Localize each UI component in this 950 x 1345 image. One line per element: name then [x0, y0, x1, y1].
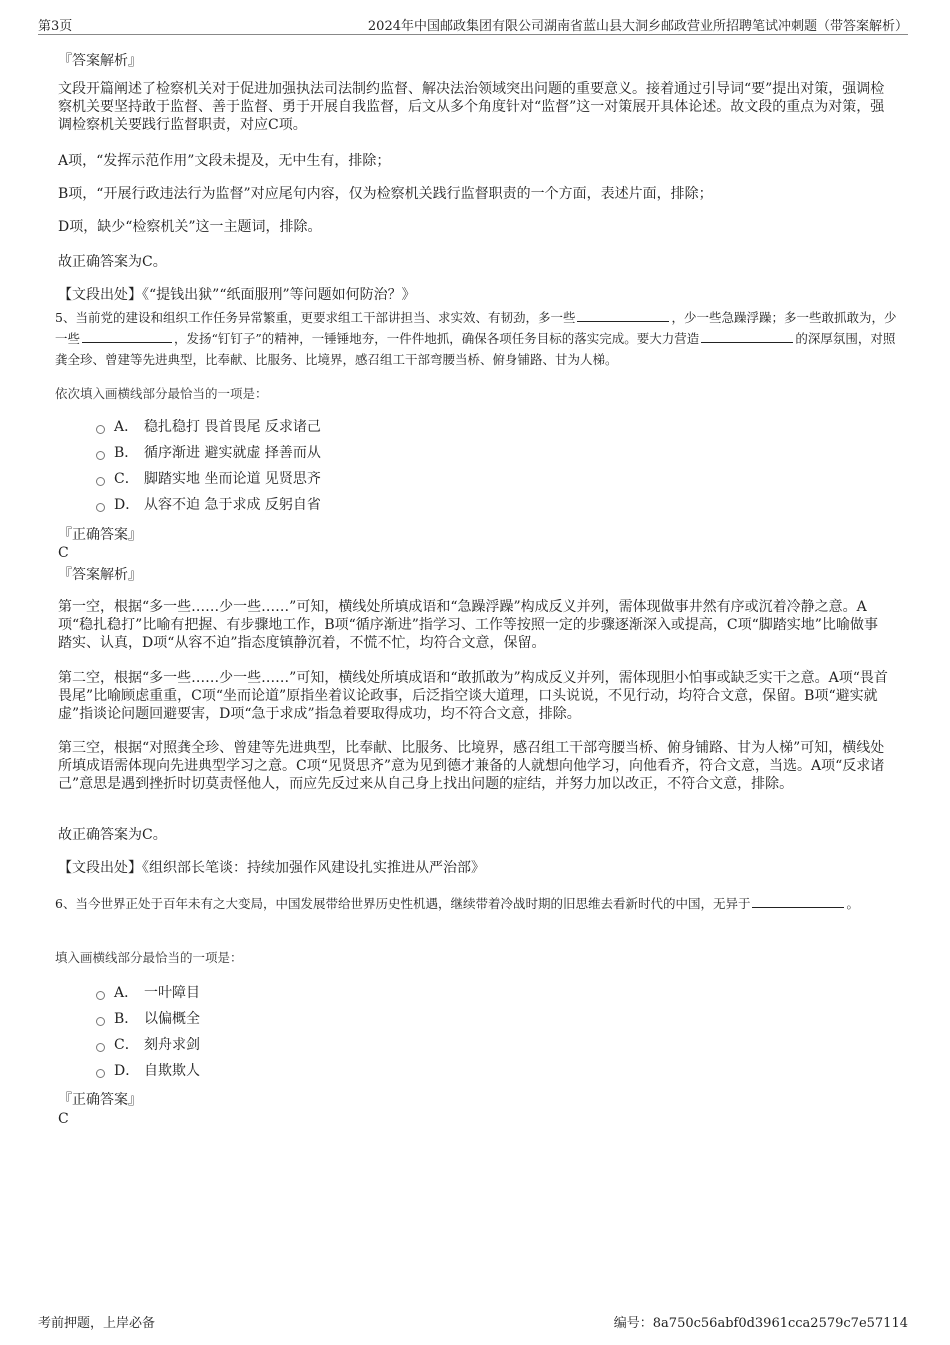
- q6-answer: C: [58, 1111, 69, 1127]
- q6-option-a[interactable]: A． 一叶障目: [96, 980, 200, 1006]
- radio-icon[interactable]: [96, 503, 105, 512]
- radio-icon[interactable]: [96, 991, 105, 1000]
- q4-analysis-p1: 文段开篇阐述了检察机关对于促进加强执法司法制约监督、解决法治领域突出问题的重要意义。接着通过引导词“要”提出对策，强调检察机关要坚持敢于监督、善于监督、勇于开展自我监督，后文从多个角度针对“监督”这一对策展开具体论述。故文段的重点为对策，强调检察机关要践行监督职责，对应C项。: [58, 81, 885, 133]
- radio-icon[interactable]: [96, 1017, 105, 1026]
- q5-prompt: 依次填入画横线部分最恰当的一项是：: [55, 386, 268, 401]
- q6-options: [96, 980, 200, 1084]
- document-id: 编号：8a750c56abf0d3961cca2579c7e57114: [613, 1316, 908, 1331]
- q5-option-c[interactable]: C． 脚踏实地 坐而论道 见贤思齐: [96, 466, 321, 492]
- q6-option-d[interactable]: D． 自欺欺人: [96, 1058, 200, 1084]
- radio-icon[interactable]: [96, 425, 105, 434]
- q5-option-b[interactable]: B． 循序渐进 避实就虚 择善而从: [96, 440, 321, 466]
- footer-slogan: 考前押题，上岸必备: [38, 1316, 156, 1331]
- q4-conclusion: 故正确答案为C。: [58, 254, 167, 270]
- blank-line-3: [701, 330, 793, 343]
- radio-icon[interactable]: [96, 451, 105, 460]
- q5-analysis-2: 第二空，根据“多一些……少一些……”可知，横线处所填成语和“敢抓敢为”构成反义并列，需体现胆小怕事或缺乏实干之意。A项“畏首畏尾”比喻顾虑重重，C项“坐而论道”原指坐着议论政事，后泛指空谈大道理，口头说说，不见行动，均符合文意，保留。B项“避实就虚”指谈论问题回避要害，D项“急于求成”指急着要取得成功，均不符合文意，排除。: [58, 670, 888, 722]
- blank-line-2: [82, 330, 172, 343]
- q5-option-a[interactable]: A． 稳扎稳打 畏首畏尾 反求诸己: [96, 414, 321, 440]
- page-number: 第3页: [38, 19, 73, 34]
- blank-line-1: [577, 309, 669, 322]
- q4-analysis-b: B项，“开展行政违法行为监督”对应尾句内容，仅为检察机关践行监督职责的一个方面，表述片面，排除；: [58, 186, 713, 202]
- radio-icon[interactable]: [96, 477, 105, 486]
- q5-option-d[interactable]: D． 从容不迫 急于求成 反躬自省: [96, 492, 321, 518]
- blank-line: [752, 895, 844, 908]
- radio-icon[interactable]: [96, 1043, 105, 1052]
- q5-options: [96, 414, 321, 518]
- q5-answer: C: [58, 545, 69, 561]
- q4-analysis-d: D项，缺少“检察机关”这一主题词，排除。: [58, 219, 322, 235]
- document-title: 2024年中国邮政集团有限公司湖南省蓝山县大洞乡邮政营业所招聘笔试冲刺题（带答案解析）: [367, 19, 908, 34]
- q6-stem: 6、当今世界正处于百年未有之大变局，中国发展带给世界历史性机遇，继续带着冷战时期的旧思维去看新时代的中国，无异于 。: [55, 896, 859, 911]
- q6-answer-label: 『正确答案』: [58, 1092, 142, 1108]
- radio-icon[interactable]: [96, 1069, 105, 1078]
- q5-answer-label: 『正确答案』: [58, 527, 142, 543]
- q4-analysis-a: A项，“发挥示范作用”文段未提及，无中生有，排除；: [58, 153, 391, 169]
- q5-analysis-1: 第一空，根据“多一些……少一些……”可知，横线处所填成语和“急躁浮躁”构成反义并列，需体现做事井然有序或沉着冷静之意。A项“稳扎稳打”比喻有把握、有步骤地工作，B项“循序渐进”指学习、工作等按照一定的步骤逐渐深入或提高，C项“脚踏实地”比喻做事踏实、认真，D项“从容不迫”指态度镇静沉着，不慌不忙，均符合文意，保留。: [58, 599, 878, 651]
- q6-prompt: 填入画横线部分最恰当的一项是：: [55, 950, 243, 965]
- q5-analysis-label: 『答案解析』: [58, 567, 142, 583]
- q5-stem: 5、当前党的建设和组织工作任务异常繁重，更要求组工干部讲担当、求实效、有韧劲，多一些 ，少一些急躁浮躁；多一些敢抓敢为，少一些 ，发扬“钉钉子”的精神，一锤锤地夯，一件件地抓，确保各项任务目标的落实完成。要大力营造 的深厚氛围，对照龚全珍、曾建等先进典型，比奉献、比服务、比境界，感召组工干部弯腰当桥、俯身铺路、甘为人梯。: [55, 310, 897, 367]
- q6-option-b[interactable]: B． 以偏概全: [96, 1006, 200, 1032]
- q5-conclusion: 故正确答案为C。: [58, 827, 167, 843]
- q6-option-c[interactable]: C． 刻舟求剑: [96, 1032, 200, 1058]
- q5-source: 【文段出处】《组织部长笔谈：持续加强作风建设扎实推进从严治部》: [58, 860, 485, 876]
- q5-analysis-3: 第三空，根据“对照龚全珍、曾建等先进典型，比奉献、比服务、比境界，感召组工干部弯腰当桥、俯身铺路、甘为人梯”可知，横线处所填成语需体现向先进典型学习之意。C项“见贤思齐”意为见到德才兼备的人就想向他学习，向他看齐，符合文意，当选。A项“反求诸己”意思是遇到挫折时切莫责怪他人，而应先反过来从自己身上找出问题的症结，并努力加以改正，不符合文意，排除。: [58, 740, 885, 792]
- q4-source: 【文段出处】《“提钱出狱”“纸面服刑”等问题如何防治？》: [58, 287, 416, 303]
- page-header: [38, 14, 908, 35]
- q4-analysis-label: 『答案解析』: [58, 53, 142, 69]
